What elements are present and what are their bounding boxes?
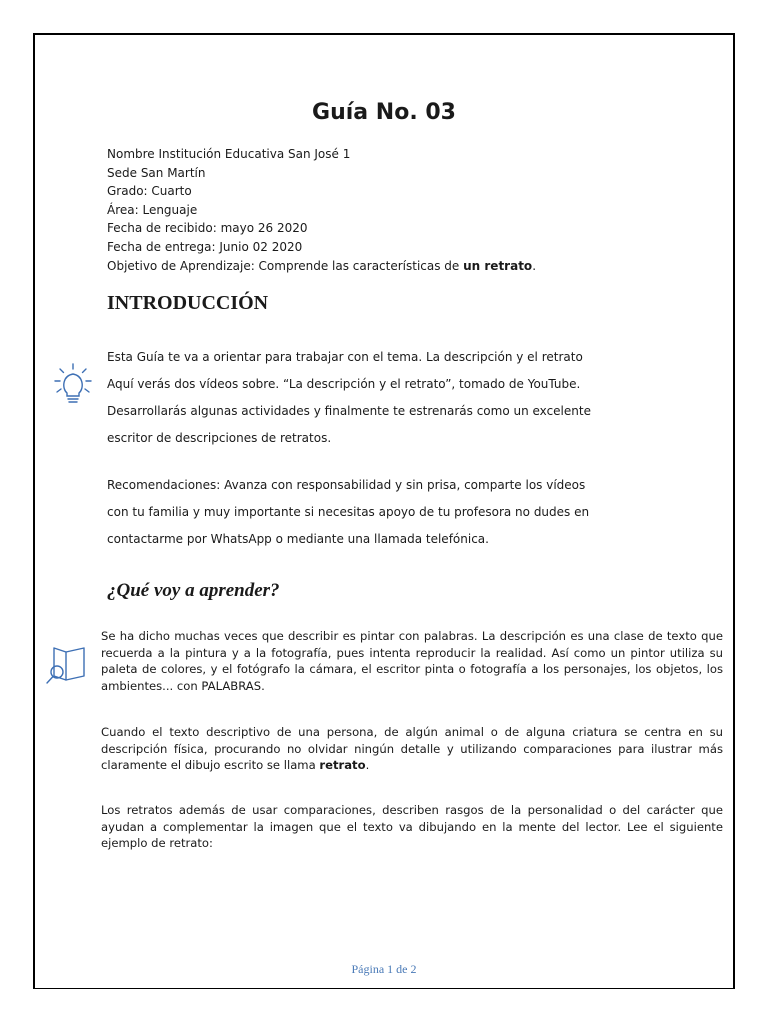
meta-fecha-recibido: Fecha de recibido: mayo 26 2020 xyxy=(107,221,308,236)
intro-line: escritor de descripciones de retratos. xyxy=(107,431,332,445)
objetivo-bold: un retrato xyxy=(463,258,533,273)
page-title: Guía No. 03 xyxy=(312,100,456,125)
document-meta xyxy=(107,145,536,275)
learn-heading: ¿Qué voy a aprender? xyxy=(107,580,280,601)
meta-fecha-entrega: Fecha de entrega: Junio 02 2020 xyxy=(107,239,303,254)
reco-line: Recomendaciones: Avanza con responsabilidad y sin prisa, comparte los vídeos xyxy=(107,478,586,492)
retrato-bold: retrato xyxy=(319,758,366,773)
paragraph-retrato xyxy=(101,724,723,774)
meta-grado: Grado: Cuarto xyxy=(107,184,192,199)
intro-line: Desarrollarás algunas actividades y finalmente te estrenarás como un excelente xyxy=(107,404,591,418)
meta-area: Área: Lenguaje xyxy=(107,202,198,217)
reco-line: con tu familia y muy importante si necesitas apoyo de tu profesora no dudes en xyxy=(107,505,590,519)
book-search-icon xyxy=(44,640,90,686)
paragraph-retrato-end: . xyxy=(365,758,370,773)
paragraph-retrato-text: Cuando el texto descriptivo de una persona, de algún animal o de alguna criatura se centra en su descripción física, procurando no olvidar ningún detalle y utilizando comparaciones para ilustrar más claramente el dibujo escrito se llama xyxy=(101,725,723,773)
objetivo-prefix: Objetivo de Aprendizaje: Comprende las características de xyxy=(107,258,464,273)
intro-paragraph xyxy=(107,344,667,452)
meta-institution: Nombre Institución Educativa San José 1 xyxy=(107,147,351,161)
page-footer: Página 1 de 2 xyxy=(351,962,417,976)
recommendations-paragraph xyxy=(107,472,667,553)
objetivo-suffix: . xyxy=(532,258,537,273)
meta-sede: Sede San Martín xyxy=(107,165,206,180)
paragraph-rasgos: Los retratos además de usar comparaciones, describen rasgos de la personalidad o del carácter que ayudan a complementar la imagen que el texto va dibujando en la mente del lector. Lee el siguiente ejemplo de retrato: xyxy=(101,803,723,851)
paragraph-describir: Se ha dicho muchas veces que describir es pintar con palabras. La descripción es una clase de texto que recuerda a la pintura y a la fotografía, pues intenta reproducir la realidad. Así como un pintor utiliza su paleta de colores, y el fotógrafo la cámara, el escritor pinta o fotografía a los personajes, los objetos, los ambientes... con PALABRAS. xyxy=(101,629,723,693)
intro-line: Esta Guía te va a orientar para trabajar con el tema. La descripción y el retrato xyxy=(107,350,583,364)
meta-objetivo xyxy=(107,257,536,276)
lightbulb-icon xyxy=(52,362,94,406)
reco-line: contactarme por WhatsApp o mediante una llamada telefónica. xyxy=(107,532,489,546)
intro-heading: INTRODUCCIÓN xyxy=(107,292,269,314)
intro-line: Aquí verás dos vídeos sobre. “La descripción y el retrato”, tomado de YouTube. xyxy=(107,377,581,391)
